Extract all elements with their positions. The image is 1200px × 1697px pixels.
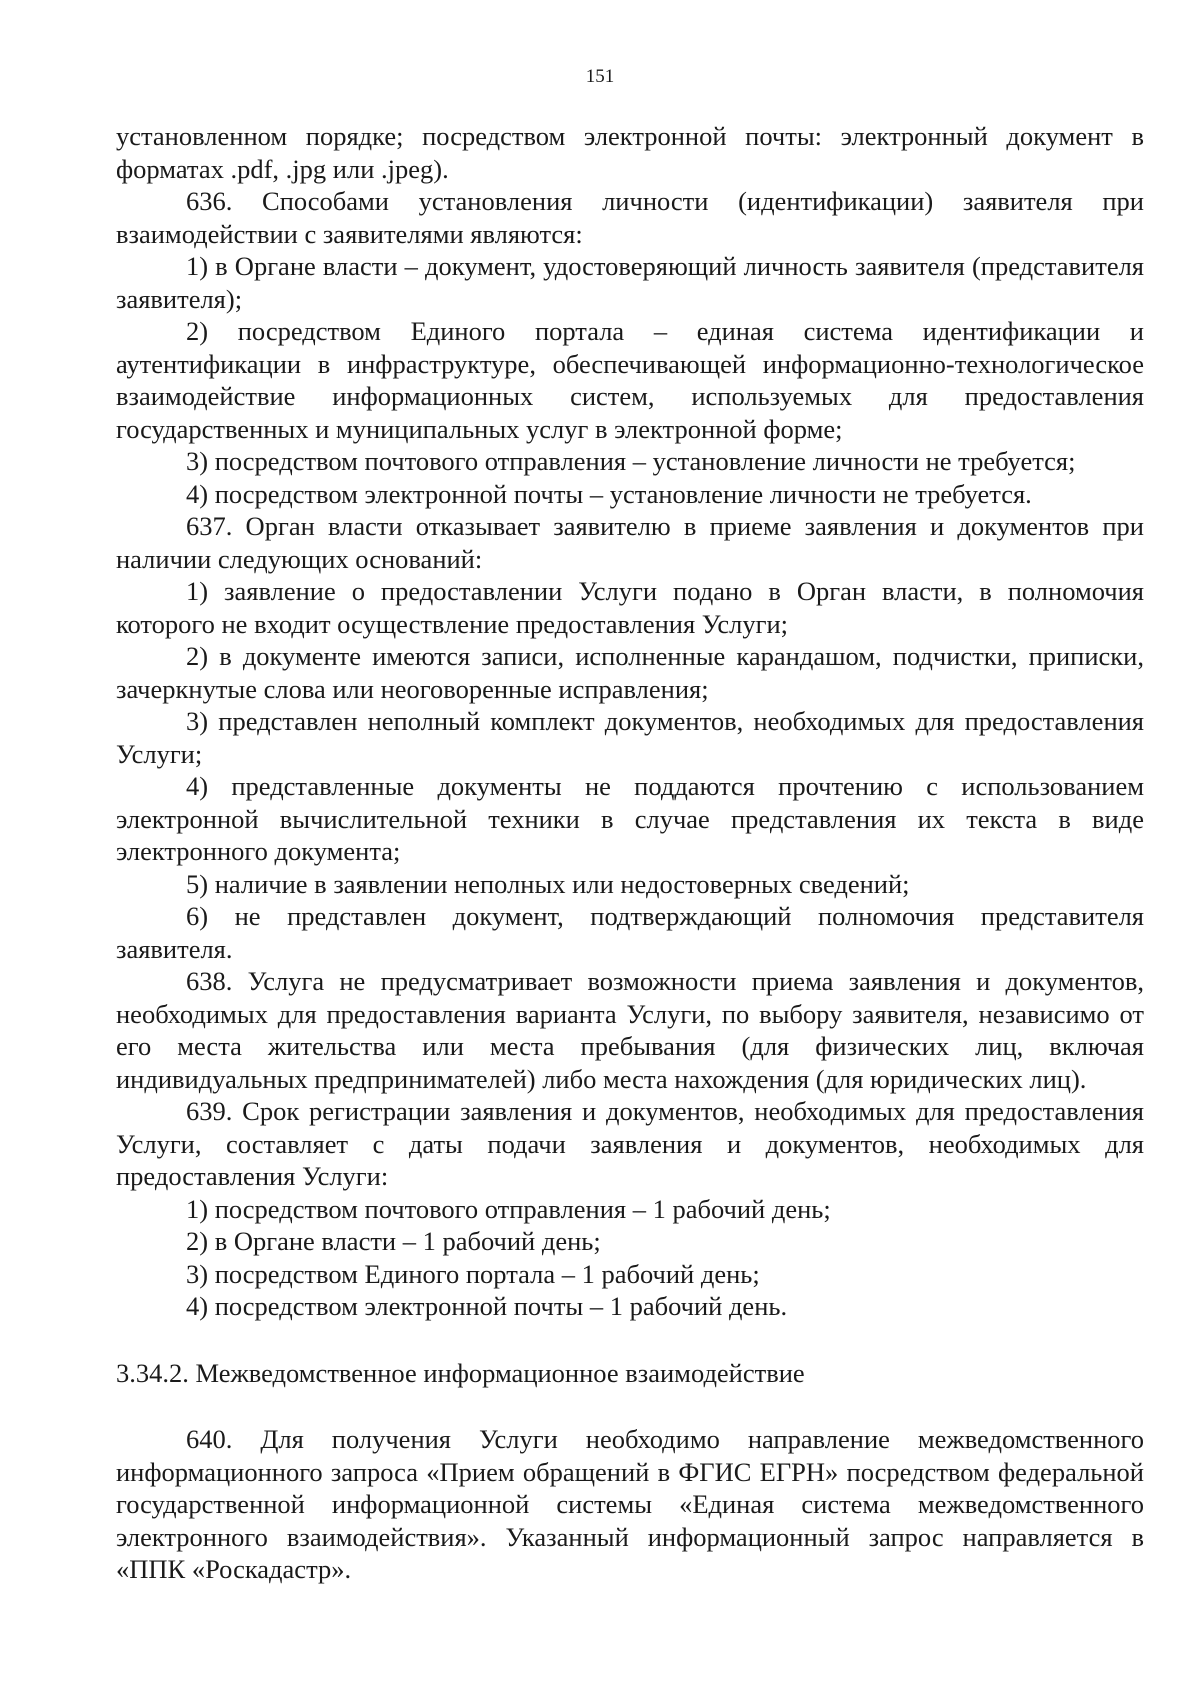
list-item: 6) не представлен документ, подтверждающий полномочия представителя заявителя. — [116, 901, 1144, 964]
list-item: 3) посредством почтового отправления – установление личности не требуется; — [186, 446, 1076, 476]
paragraph: 636. Способами установления личности (идентификации) заявителя при взаимодействии с заявителями являются: — [116, 186, 1144, 249]
list-item: 4) представленные документы не поддаются прочтению с использованием электронной вычислительной техники в случае представления их текста в виде электронного документа; — [116, 771, 1144, 866]
page-number: 151 — [585, 66, 615, 87]
list-item: 4) посредством электронной почты – 1 рабочий день. — [186, 1291, 788, 1321]
list-item: 1) в Органе власти – документ, удостоверяющий личность заявителя (представителя заявителя); — [116, 251, 1144, 314]
paragraphs-before — [116, 120, 1144, 1323]
paragraph: установленном порядке; посредством электронной почты: электронный документ в форматах .pdf, .jpg или .jpeg). — [116, 121, 1144, 184]
document-body — [116, 120, 1144, 1586]
list-item: 4) посредством электронной почты – установление личности не требуется. — [186, 478, 1032, 509]
list-item: 3) посредством Единого портала – 1 рабочий день; — [186, 1258, 760, 1289]
list-item: 1) заявление о предоставлении Услуги подано в Орган власти, в полномочия которого не входит осуществление предоставления Услуги; — [116, 576, 1144, 639]
list-item: 2) в документе имеются записи, исполненные карандашом, подчистки, приписки, зачеркнутые слова или неоговоренные исправления; — [116, 641, 1144, 704]
list-item: 2) в Органе власти – 1 рабочий день; — [186, 1226, 601, 1256]
paragraph: 639. Срок регистрации заявления и документов, необходимых для предоставления Услуги, составляет с даты подачи заявления и документов, необходимых для предоставления Услуги: — [116, 1096, 1144, 1191]
paragraph: 637. Орган власти отказывает заявителю в приеме заявления и документов при наличии следующих оснований: — [116, 511, 1144, 574]
section-heading: 3.34.2. Межведомственное информационное взаимодействие — [116, 1357, 805, 1388]
paragraphs-after — [116, 1423, 1144, 1586]
paragraph: 638. Услуга не предусматривает возможности приема заявления и документов, необходимых для предоставления варианта Услуги, по выбору заявителя, независимо от его места жительства или места пребывания (для физических лиц, включая индивидуальных предпринимателей) либо места нахождения (для юридических лиц). — [116, 966, 1144, 1094]
list-item: 3) представлен неполный комплект документов, необходимых для предоставления Услуги; — [116, 706, 1144, 769]
list-item: 5) наличие в заявлении неполных или недостоверных сведений; — [186, 868, 910, 899]
list-item: 1) посредством почтового отправления – 1 рабочий день; — [186, 1193, 831, 1224]
paragraph: 640. Для получения Услуги необходимо направление межведомственного информационного запроса «Прием обращений в ФГИС ЕГРН» посредством федеральной государственной информационной системы «Единая система межведомственного электронного взаимодействия». Указанный информационный запрос направляется в «ППК «Роскадастр». — [116, 1424, 1144, 1584]
list-item: 2) посредством Единого портала – единая система идентификации и аутентификации в инфраструктуре, обеспечивающей информационно-технологическое взаимодействие информационных систем, используемых для предоставления государственных и муниципальных услуг в электронной форме; — [116, 316, 1144, 444]
